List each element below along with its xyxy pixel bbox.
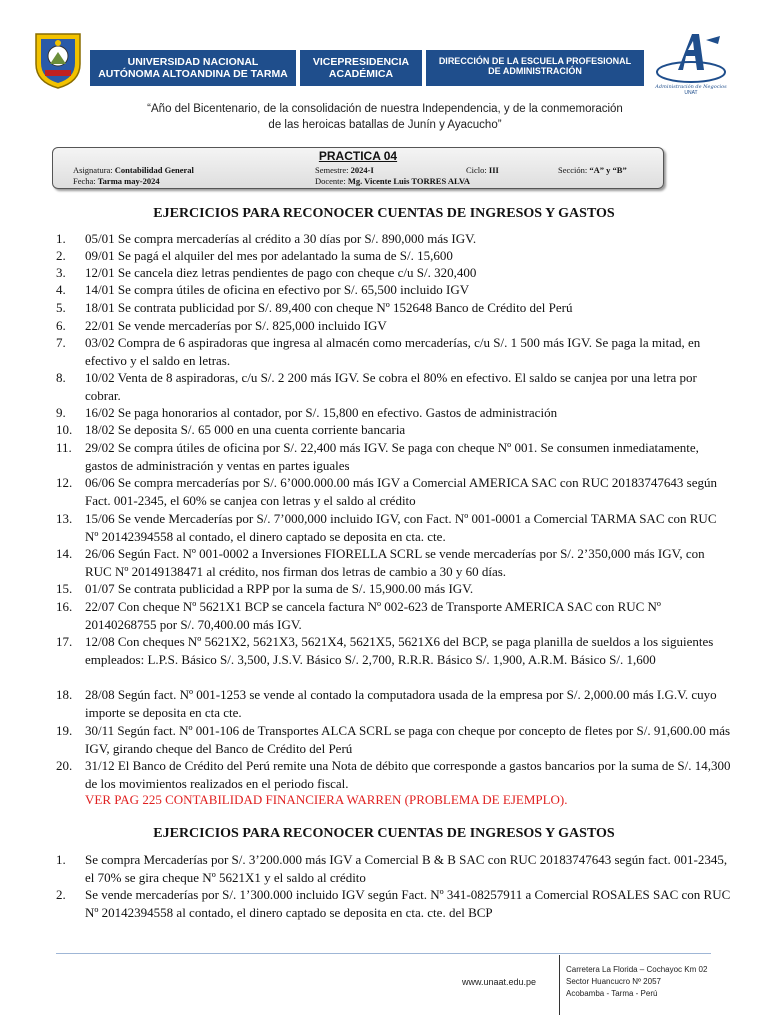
subject-label: Asignatura: <box>73 165 113 175</box>
semester-label: Semestre: <box>315 165 349 175</box>
item-text: 30/11 Según fact. Nº 001-106 de Transportes ALCA SCRL se paga con cheque por concepto de fletes por S/. 91,600.00 más IGV, girando cheque del Banco de Crédito del Perú <box>85 723 731 756</box>
item-number: 14. <box>56 546 73 561</box>
item-number: 1. <box>56 852 66 867</box>
item-text: 10/02 Venta de 8 aspiradoras, c/u S/. 2 200 más IGV. Se cobra el 80% en efectivo. El saldo se canjea por una letra por cobrar. <box>85 370 697 403</box>
item-text: 31/12 El Banco de Crédito del Perú remite una Nota de débito que corresponde a gastos bancarios por la suma de S/. 14,300 de los movimientos realizados en el periodo fiscal. <box>85 758 731 791</box>
item-number: 16. <box>56 599 73 614</box>
item-number: 7. <box>56 335 66 350</box>
date-field <box>73 176 160 186</box>
motto-line2: de las heroicas batallas de Junín y Ayacucho” <box>268 119 502 131</box>
address-line1: Carretera La Florida – Cochayoc Km 02 <box>566 965 708 974</box>
item-number: 13. <box>56 511 73 526</box>
item-number: 1. <box>56 231 66 246</box>
direction-line2: DE ADMINISTRACIÓN <box>488 66 582 76</box>
teacher-field <box>315 176 470 186</box>
vice-presidency-box <box>300 50 422 86</box>
cycle-label: Ciclo: <box>466 165 487 175</box>
item-number: 11. <box>56 440 72 455</box>
vice-presidency-line1: VICEPRESIDENCIA <box>312 56 410 68</box>
university-name-line2: AUTÓNOMA ALTOANDINA DE TARMA <box>98 68 288 80</box>
item-text: 12/08 Con cheques Nº 5621X2, 5621X3, 5621X4, 5621X5, 5621X6 del BCP, se paga planilla de sueldos a los siguientes empleados: L.P.S. Básico S/. 3,500, J.S.V. Básico S/. 2,700, R.R.R. Básico S/. 1,900, A.R.M. Básico S/. 1,600 <box>85 634 714 667</box>
administration-logo <box>652 28 730 98</box>
item-number: 15. <box>56 581 73 596</box>
university-logo <box>28 30 88 90</box>
item-text: 05/01 Se compra mercaderías al crédito a 30 días por S/. 890,000 más IGV. <box>85 231 477 246</box>
item-text: 29/02 Se compra útiles de oficina por S/. 22,400 más IGV. Se paga con cheque Nº 001. Se consumen inmediatamente, gastos de administración y ventas en partes iguales <box>85 440 699 473</box>
item-text: 12/01 Se cancela diez letras pendientes de pago con cheque c/u S/. 320,400 <box>85 265 477 280</box>
date-value: Tarma may-2024 <box>97 176 160 186</box>
item-number: 2. <box>56 887 66 902</box>
item-number: 17. <box>56 634 73 649</box>
item-number: 5. <box>56 300 66 315</box>
university-name-line1: UNIVERSIDAD NACIONAL <box>127 56 259 68</box>
semester-field <box>315 165 374 175</box>
section-value: “A” y “B” <box>589 165 627 175</box>
item-text: 28/08 Según fact. Nº 001-1253 se vende al contado la computadora usada de la empresa por S/. 2,000.00 más I.G.V. cuyo importe se deposita en cta cte. <box>85 687 717 720</box>
item-number: 8. <box>56 370 66 385</box>
item-text: Se compra Mercaderías por S/. 3’200.000 más IGV a Comercial B & B SAC con RUC 20183747643 según fact. 001-2345, el 70% se gira cheque Nº 5621X1 y el saldo al crédito <box>85 852 728 885</box>
item-text: 26/06 Según Fact. Nº 001-0002 a Inversiones FIORELLA SCRL se vende mercaderías por S/. 2’350,000 más IGV, con RUC Nº 20149138471 al crédito, nos firman dos letras de cambio a 30 y 60 días. <box>85 546 705 579</box>
cycle-value: III <box>488 165 499 175</box>
practice-title: PRACTICA 04 <box>318 149 398 163</box>
section-field <box>558 165 627 175</box>
motto <box>90 101 680 133</box>
teacher-value: Mg. Vicente Luis TORRES ALVA <box>347 176 471 186</box>
item-text: 01/07 Se contrata publicidad a RPP por la suma de S/. 15,900.00 más IGV. <box>85 581 474 596</box>
administration-logo-caption: UNAT <box>684 90 698 96</box>
direction-line1: DIRECCIÓN DE LA ESCUELA PROFESIONAL <box>438 56 632 66</box>
item-number: 12. <box>56 475 73 490</box>
item-text: 14/01 Se compra útiles de oficina en efectivo por S/. 65,500 incluido IGV <box>85 282 470 297</box>
item-text: 09/01 Se pagá el alquiler del mes por adelantado la suma de S/. 15,600 <box>85 248 453 263</box>
website-link[interactable]: www.unaat.edu.pe <box>462 977 537 987</box>
item-text: 15/06 Se vende Mercaderías por S/. 7’000,000 incluido IGV, con Fact. Nº 001-0001 a Comercial TARMA SAC con RUC Nº 20142394558 al contado, el dinero captado se deposita en cta. cte. <box>85 511 717 544</box>
footer-separator <box>559 955 560 1015</box>
date-label: Fecha: <box>73 176 96 186</box>
teacher-label: Docente: <box>315 176 346 186</box>
item-number: 19. <box>56 723 73 738</box>
footer-divider <box>56 953 711 954</box>
reference-note: VER PAG 225 CONTABILIDAD FINANCIERA WARREN (PROBLEMA DE EJEMPLO). <box>85 792 568 807</box>
item-number: 18. <box>56 687 73 702</box>
direction-box <box>426 50 644 86</box>
section-label: Sección: <box>558 165 588 175</box>
university-name-box <box>90 50 296 86</box>
item-number: 2. <box>56 248 66 263</box>
item-number: 20. <box>56 758 73 773</box>
item-number: 9. <box>56 405 66 420</box>
subject-value: Contabilidad General <box>114 165 194 175</box>
subject-field <box>73 165 194 175</box>
item-number: 10. <box>56 422 73 437</box>
cycle-field <box>466 165 499 175</box>
section2-title: EJERCICIOS PARA RECONOCER CUENTAS DE INGRESOS Y GASTOS <box>153 826 615 841</box>
practice-info-box <box>52 147 664 189</box>
address-line2: Sector Huancucro Nº 2057 <box>566 977 661 986</box>
item-text: 06/06 Se compra mercaderías por S/. 6’000.000.00 más IGV a Comercial AMERICA SAC con RUC 20183747643 según Fact. 001-2345, el 60% se canjea con letras y el saldo al crédito <box>85 475 717 508</box>
item-text: 16/02 Se paga honorarios al contador, por S/. 15,800 en efectivo. Gastos de administración <box>85 405 558 420</box>
section1-title: EJERCICIOS PARA RECONOCER CUENTAS DE INGRESOS Y GASTOS <box>153 206 615 221</box>
item-number: 3. <box>56 265 66 280</box>
item-number: 6. <box>56 318 66 333</box>
semester-value: 2024-I <box>350 165 374 175</box>
item-text: 03/02 Compra de 6 aspiradoras que ingresa al almacén como mercaderías, c/u S/. 1 500 más IGV. Se paga la mitad, en efectivo y el saldo en letras. <box>85 335 701 368</box>
item-text: 18/02 Se deposita S/. 65 000 en una cuenta corriente bancaria <box>85 422 406 437</box>
address-line3: Acobamba - Tarma - Perú <box>566 989 658 998</box>
item-number: 4. <box>56 282 66 297</box>
item-text: 22/01 Se vende mercaderías por S/. 825,000 incluido IGV <box>85 318 387 333</box>
item-text: Se vende mercaderías por S/. 1’300.000 incluido IGV según Fact. Nº 341-08257911 a Comercial ROSALES SAC con RUC Nº 20142394558 al contado, el dinero captado se deposita en cta. cte. del BCP <box>85 887 731 920</box>
administration-logo-text: Administración de Negocios <box>655 84 727 90</box>
vice-presidency-line2: ACADÉMICA <box>328 68 394 80</box>
item-text: 18/01 Se contrata publicidad por S/. 89,400 con cheque Nº 152648 Banco de Crédito del Perú <box>85 300 573 315</box>
item-text: 22/07 Con cheque Nº 5621X1 BCP se cancela factura Nº 002-623 de Transporte AMERICA SAC con RUC Nº 20140268755 por S/. 70,400.00 más IGV. <box>85 599 661 632</box>
motto-line1: “Año del Bicentenario, de la consolidación de nuestra Independencia, y de la conmemoración <box>147 103 623 115</box>
